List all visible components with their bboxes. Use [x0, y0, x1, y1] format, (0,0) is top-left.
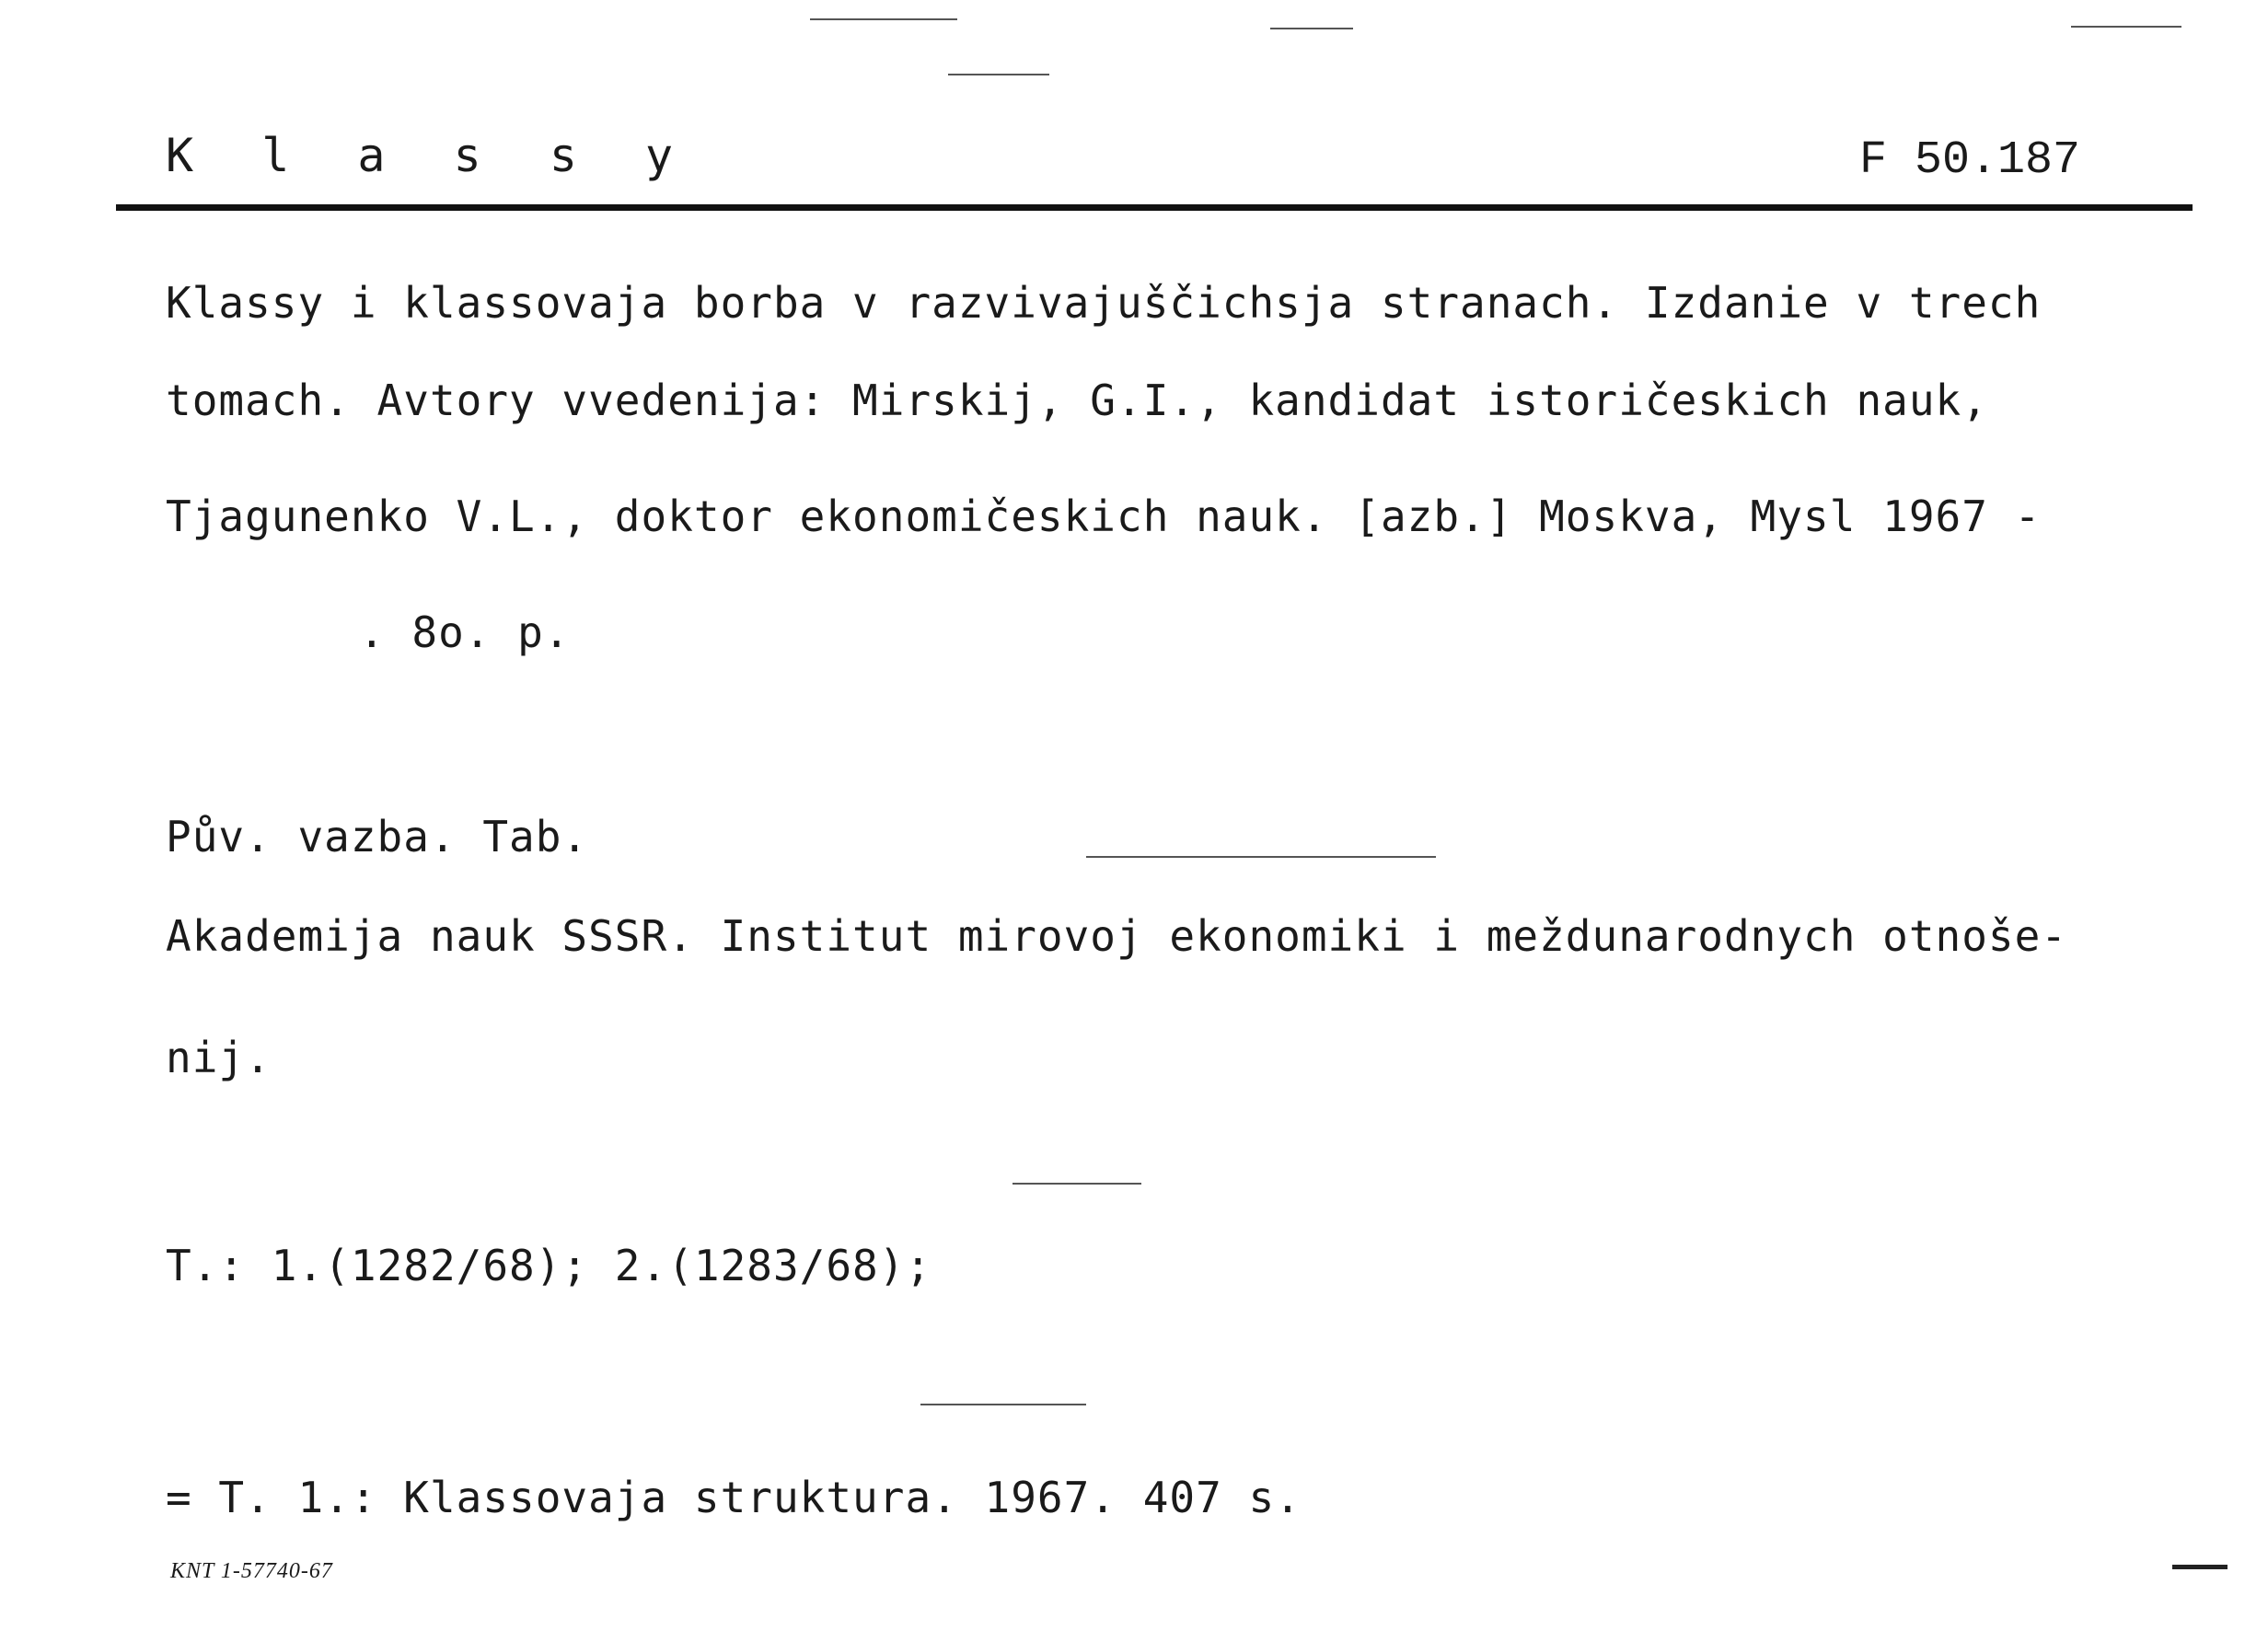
institution-line-1: Akademija nauk SSSR. Institut mirovoj ekonomiki i meždunarodnych otnoše-	[166, 911, 2067, 961]
speck	[1270, 28, 1353, 29]
heading-rule	[116, 204, 2193, 211]
speck	[2071, 26, 2181, 28]
speck	[1086, 856, 1436, 858]
title-line-2: tomach. Avtory vvedenija: Mirskij, G.I., kandidat istoričeskich nauk,	[166, 376, 1988, 425]
speck	[810, 18, 957, 20]
card-heading: K l a s s y	[166, 129, 694, 182]
footer-print-code: KNT 1-57740-67	[170, 1559, 333, 1583]
volumes-line: T.: 1.(1282/68); 2.(1283/68);	[166, 1241, 932, 1290]
imprint-line: Tjagunenko V.L., doktor ekonomičeskich nauk. [azb.] Moskva, Mysl 1967 -	[166, 491, 2042, 541]
volume-1-line: = T. 1.: Klassovaja struktura. 1967. 407 s.	[166, 1473, 1302, 1522]
binding-note: Pův. vazba. Tab.	[166, 812, 589, 861]
title-line-1: Klassy i klassovaja borba v razvivajuščichsja stranach. Izdanie v trech	[166, 278, 2042, 328]
speck	[920, 1404, 1086, 1405]
speck	[2172, 1565, 2228, 1569]
speck	[1012, 1183, 1141, 1185]
institution-line-2: nij.	[166, 1033, 272, 1082]
call-number: F 50.187	[1859, 134, 2081, 187]
speck	[948, 74, 1049, 75]
format-line: . 8o. p.	[359, 607, 571, 657]
